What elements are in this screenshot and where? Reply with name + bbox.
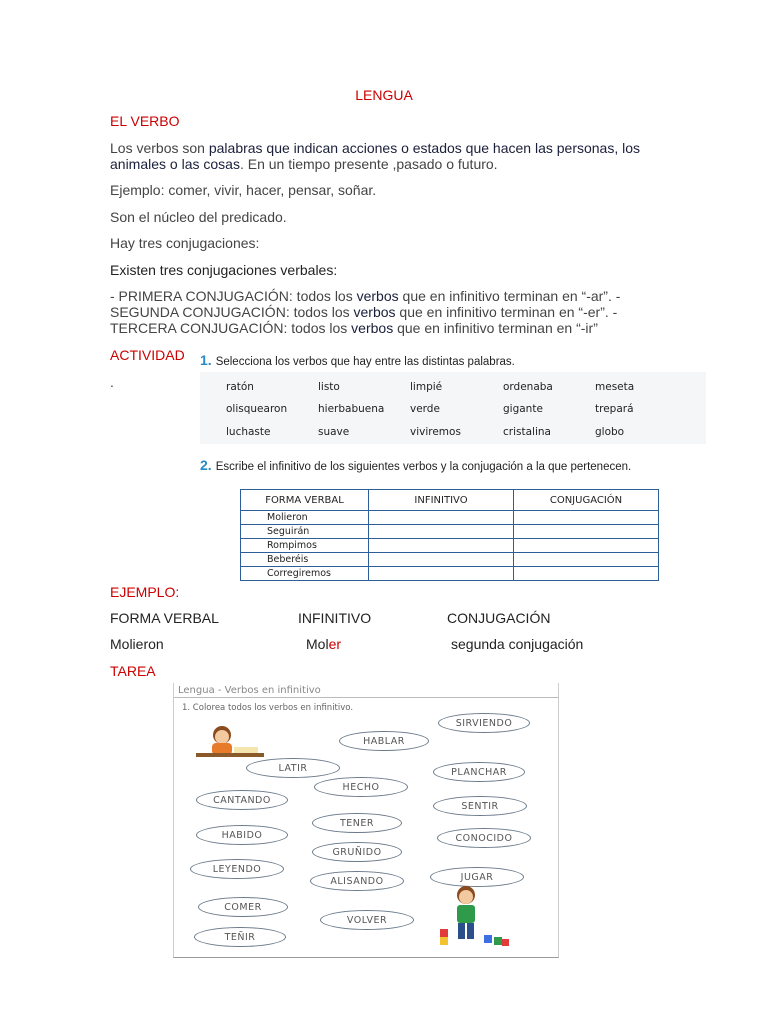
verb-oval: COMER	[198, 897, 288, 917]
question-2-text: Escribe el infinitivo de los siguientes verbos y la conjugación a la que pertenecen.	[215, 461, 632, 473]
dot-marker: .	[110, 374, 114, 390]
word-item: suave	[318, 426, 350, 438]
section-heading-verbo: EL VERBO	[110, 113, 180, 129]
word-item: ordenaba	[503, 381, 553, 393]
task-instruction: 1. Colorea todos los verbos en infinitivo.	[182, 703, 354, 713]
word-item: cristalina	[503, 426, 551, 438]
table-cell-empty	[369, 525, 514, 539]
word-item: ratón	[226, 381, 254, 393]
verb-oval: SENTIR	[433, 796, 527, 816]
word-item: trepará	[595, 403, 634, 415]
conj-second-verbos: verbos	[353, 304, 396, 320]
task-title-rule	[174, 697, 558, 698]
conj-second-end: que en infinitivo terminan en “-er”. -	[395, 304, 618, 320]
definition-lead: Los verbos son	[110, 140, 209, 156]
task-title: Lengua - Verbos en infinitivo	[178, 685, 321, 696]
word-item: verde	[410, 403, 440, 415]
definition-highlight: palabras que indican acciones o estados que hacen las personas, los animales o las cosas	[110, 140, 641, 172]
table-cell-empty	[514, 539, 659, 553]
verb-oval: TENER	[312, 813, 402, 833]
table-cell-empty	[369, 567, 514, 581]
verb-oval: TEÑIR	[194, 927, 286, 947]
conj-third-text: : todos los	[283, 320, 352, 336]
verb-oval: GRUÑIDO	[312, 842, 402, 862]
section-heading-tarea: TAREA	[110, 663, 156, 679]
table-cell-empty	[514, 525, 659, 539]
verb-oval: LEYENDO	[190, 859, 284, 879]
table-header-row	[241, 490, 659, 511]
girl-illustration	[194, 723, 266, 763]
verb-oval: HECHO	[314, 777, 408, 797]
example-ending: er	[328, 636, 342, 652]
table-cell-empty	[514, 553, 659, 567]
table-cell-verb: Beberéis	[241, 553, 369, 567]
boy-illustration	[436, 883, 516, 947]
conj-third-verbos: verbos	[351, 320, 394, 336]
verb-oval: ALISANDO	[310, 871, 404, 891]
verb-oval: HABIDO	[196, 825, 288, 845]
conj-second-label: SEGUNDA CONJUGACIÓN	[110, 304, 286, 320]
word-list	[200, 372, 706, 444]
verb-oval: HABLAR	[339, 731, 429, 751]
table-row	[241, 567, 659, 581]
verb-oval: JUGAR	[430, 867, 524, 887]
table-cell-empty	[369, 539, 514, 553]
verb-oval: SIRVIENDO	[438, 713, 530, 733]
question-1-text: Selecciona los verbos que hay entre las distintas palabras.	[215, 356, 515, 368]
table-row	[241, 525, 659, 539]
verb-oval: LATIR	[246, 758, 340, 778]
verb-oval: PLANCHAR	[433, 762, 525, 782]
conj-first-verbos: verbos	[356, 288, 399, 304]
table-cell-empty	[369, 511, 514, 525]
table-header: INFINITIVO	[369, 490, 514, 511]
verb-oval: CONOCIDO	[437, 828, 531, 848]
conj-first-end: que en infinitivo terminan en “-ar”. -	[398, 288, 621, 304]
word-item: limpié	[410, 381, 443, 393]
table-cell-verb: Rompimos	[241, 539, 369, 553]
conj-third-end: que en infinitivo terminan en “-ir”	[393, 320, 598, 336]
table-cell-empty	[369, 553, 514, 567]
definition-tail: . En un tiempo presente ,pasado o futuro.	[239, 156, 498, 172]
question-1	[200, 352, 515, 368]
example-value-infinitivo	[306, 636, 341, 652]
word-item: globo	[595, 426, 625, 438]
page-title: LENGUA	[355, 87, 413, 103]
word-item: listo	[318, 381, 340, 393]
verb-oval: VOLVER	[320, 910, 414, 930]
table-cell-verb: Corregiremos	[241, 567, 369, 581]
example-header-infinitivo: INFINITIVO	[298, 610, 372, 626]
conj-first-text: : todos los	[288, 288, 357, 304]
paragraph-tres: Hay tres conjugaciones:	[110, 235, 260, 251]
example-value-conjugacion: segunda conjugación	[451, 636, 584, 652]
paragraph-definition	[110, 140, 650, 172]
word-item: luchaste	[226, 426, 271, 438]
table-header: FORMA VERBAL	[241, 490, 369, 511]
question-2-number: 2.	[200, 457, 212, 473]
table-cell-verb: Seguirán	[241, 525, 369, 539]
conj-first-label: - PRIMERA CONJUGACIÓN	[110, 288, 289, 304]
section-heading-actividad: ACTIVIDAD	[110, 347, 185, 363]
verb-oval: CANTANDO	[196, 790, 288, 810]
word-item: hierbabuena	[318, 403, 385, 415]
paragraph-example: Ejemplo: comer, vivir, hacer, pensar, soñar.	[110, 182, 377, 198]
example-header-forma: FORMA VERBAL	[110, 610, 219, 626]
table-cell-verb: Molieron	[241, 511, 369, 525]
table-cell-empty	[514, 511, 659, 525]
verb-table	[240, 489, 659, 581]
paragraph-existen: Existen tres conjugaciones verbales:	[110, 262, 338, 278]
conj-third-label: TERCERA CONJUGACIÓN	[110, 320, 284, 336]
question-2	[200, 457, 631, 473]
question-1-number: 1.	[200, 352, 212, 368]
table-cell-empty	[514, 567, 659, 581]
word-item: meseta	[595, 381, 635, 393]
conj-second-text: : todos los	[285, 304, 354, 320]
example-value-forma: Molieron	[110, 636, 164, 652]
table-row	[241, 553, 659, 567]
task-worksheet-image	[173, 683, 559, 958]
word-item: gigante	[503, 403, 543, 415]
activity-worksheet-image	[198, 350, 706, 590]
paragraph-nucleo: Son el núcleo del predicado.	[110, 209, 287, 225]
word-item: viviremos	[410, 426, 461, 438]
table-header: CONJUGACIÓN	[514, 490, 659, 511]
example-header-conjugacion: CONJUGACIÓN	[447, 610, 551, 626]
example-stem: Mol	[306, 636, 329, 652]
conjugations-paragraph	[110, 288, 670, 336]
section-heading-ejemplo: EJEMPLO:	[110, 584, 180, 600]
table-row	[241, 539, 659, 553]
word-item: olisquearon	[226, 403, 288, 415]
table-row	[241, 511, 659, 525]
